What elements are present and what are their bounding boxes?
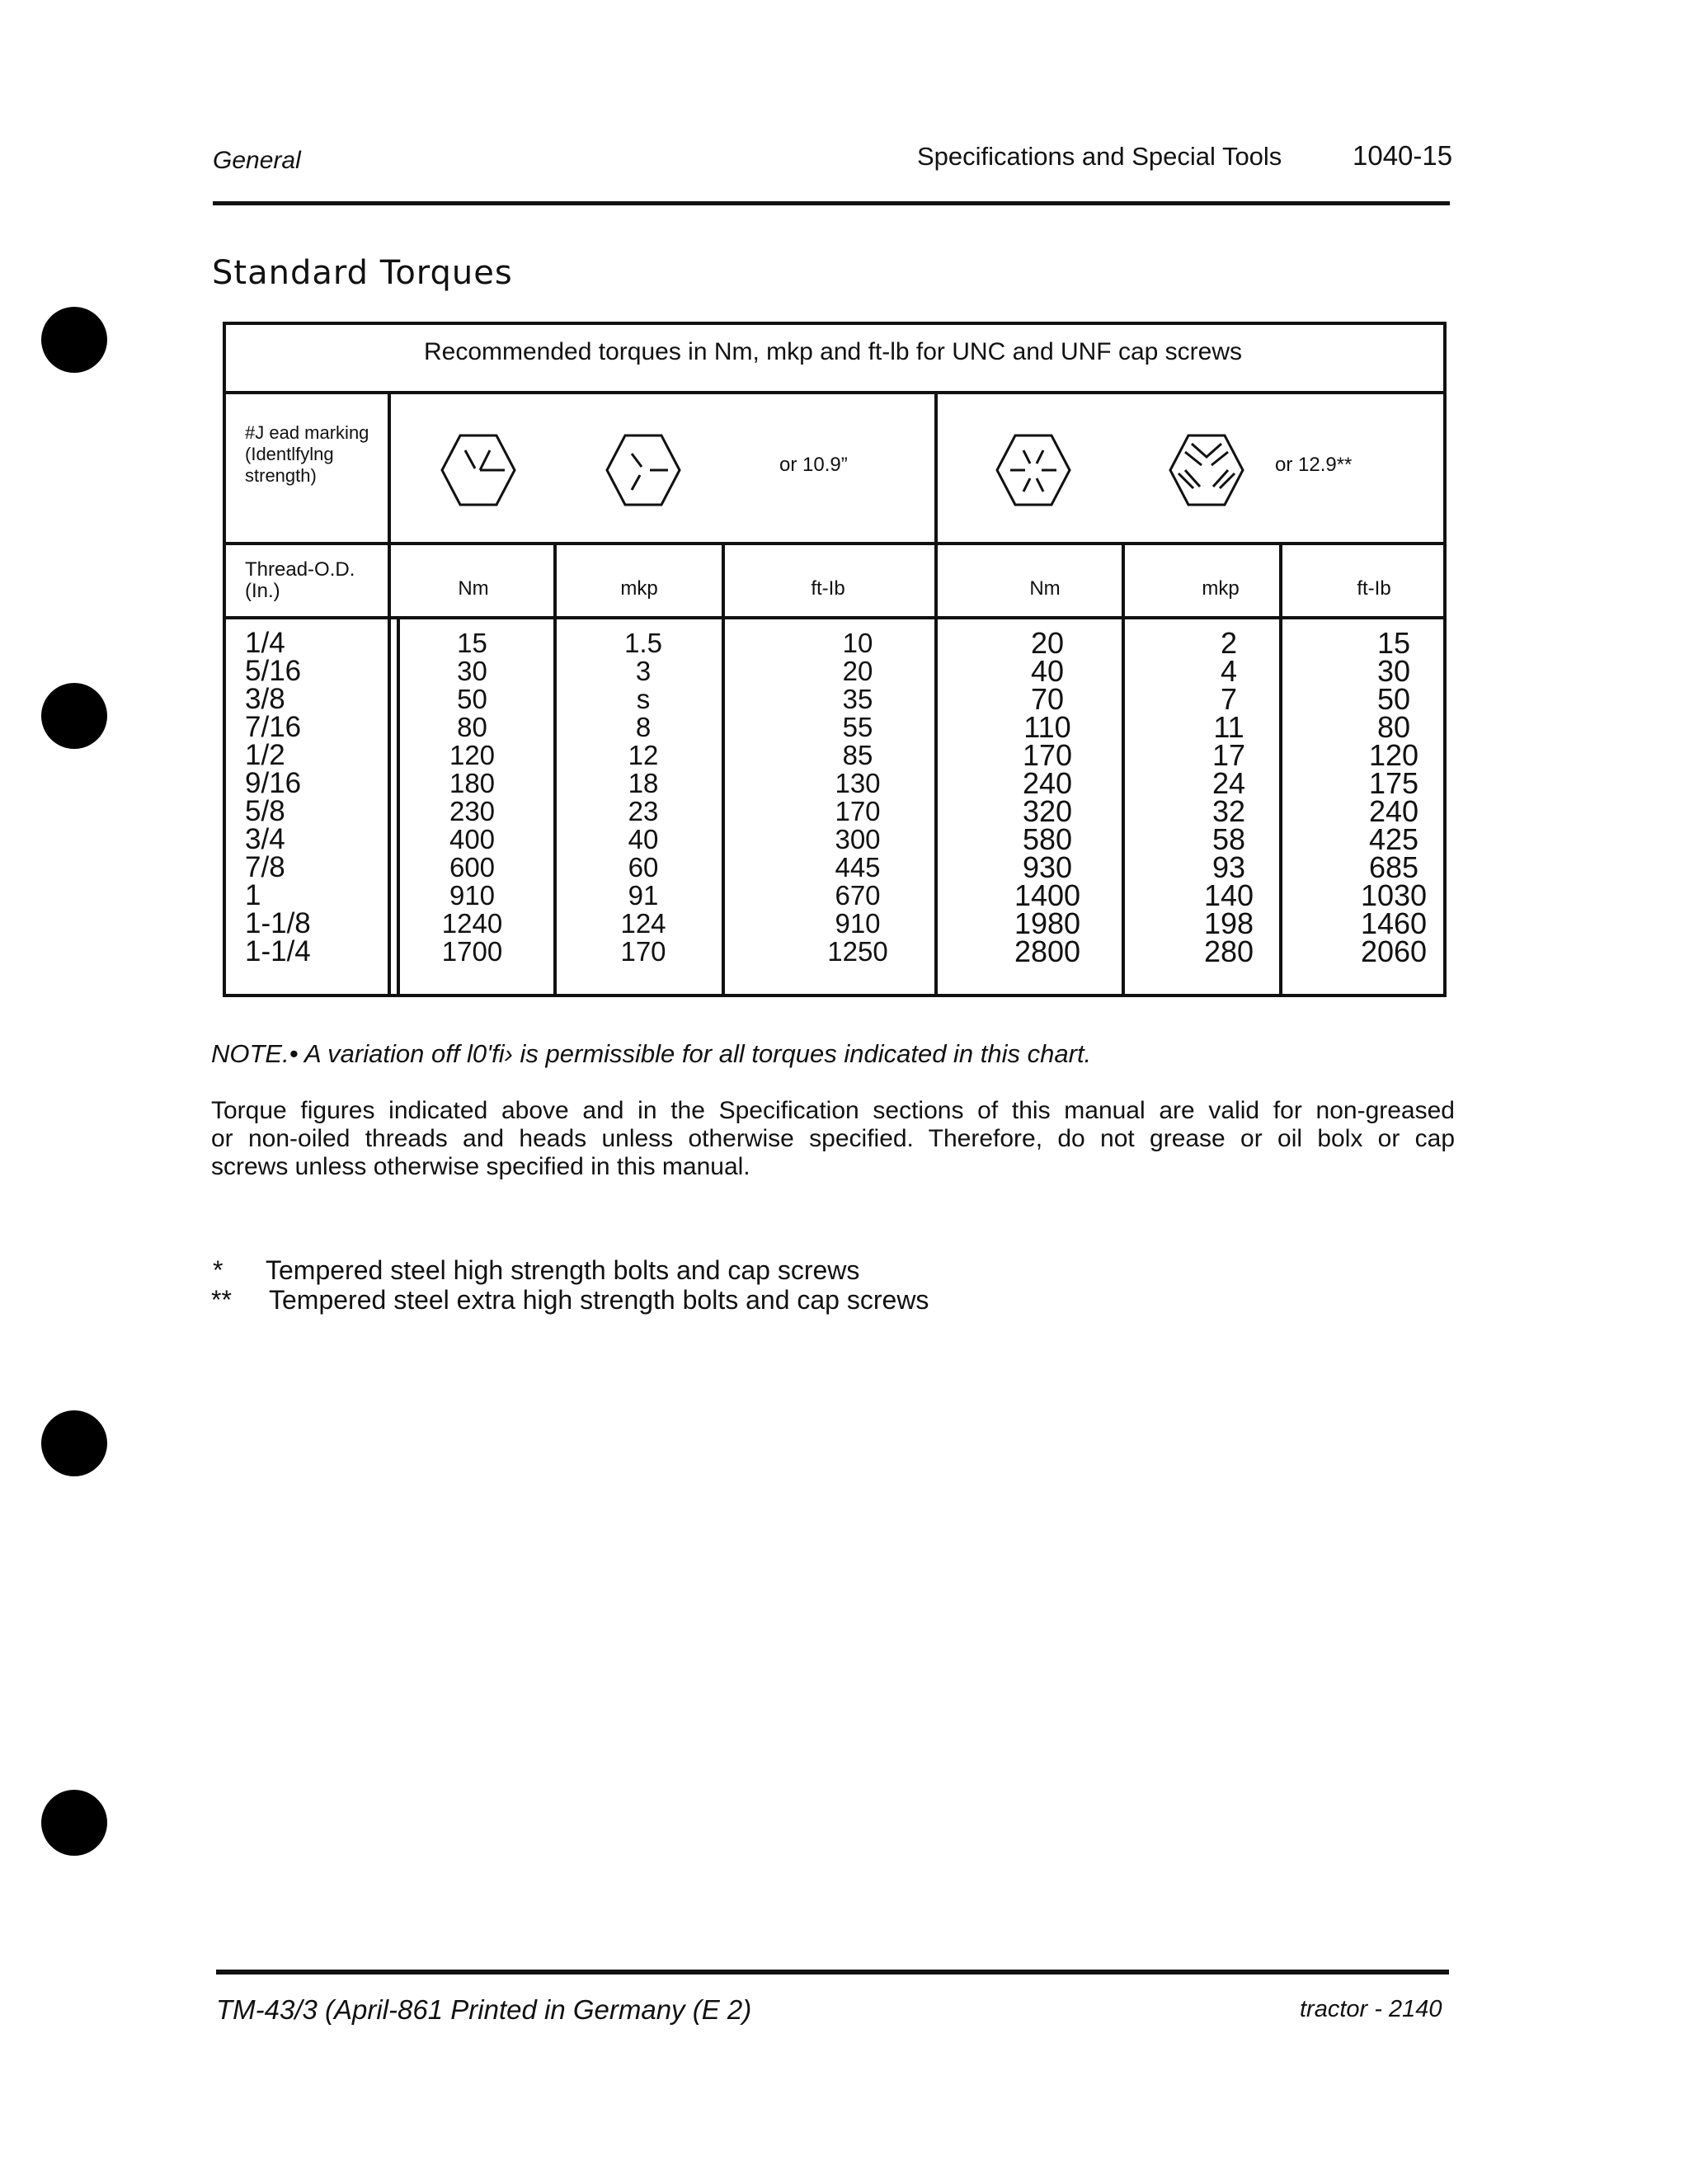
footnote-mark: *	[213, 1255, 223, 1285]
footnote-text: Tempered steel extra high strength bolts and cap screws	[269, 1285, 929, 1315]
table-cell: 50	[457, 684, 487, 714]
bolt-head-12-9-alt-icon	[1167, 432, 1246, 508]
table-rule	[722, 542, 725, 997]
table-cell: 1460	[1360, 906, 1428, 940]
footer-rule	[216, 1970, 1449, 1975]
table-cell: 170	[835, 796, 881, 826]
table-cell: 445	[835, 852, 881, 883]
table-border	[223, 322, 226, 997]
table-cell: 1400	[1014, 878, 1081, 912]
thread-size: 1/2	[245, 739, 285, 771]
table-cell: 15	[1376, 626, 1411, 660]
table-cell: 425	[1368, 822, 1419, 856]
footer-model: tractor - 2140	[1300, 1996, 1442, 2022]
table-cell: 320	[1022, 794, 1073, 828]
page-number: 1040-15	[1353, 140, 1453, 171]
torque-note: NOTE.• A variation off l0'fi› is permissible for all torques indicated in this chart.	[211, 1039, 1092, 1068]
table-cell: 1700	[441, 936, 503, 967]
table-cell: 600	[449, 852, 496, 883]
footnote-mark: **	[211, 1285, 232, 1315]
table-cell: 70	[1030, 682, 1065, 716]
header-title: Specifications and Special Tools	[917, 142, 1282, 171]
table-cell: 1980	[1014, 906, 1081, 940]
grade-right-label: or 12.9**	[1275, 454, 1353, 476]
table-cell: 3	[635, 656, 652, 686]
table-cell: 80	[457, 712, 487, 742]
table-rule	[223, 616, 1447, 619]
column-nm-grade12	[973, 626, 1122, 968]
table-cell: 24	[1211, 766, 1246, 800]
table-cell: 120	[449, 740, 496, 770]
table-cell: 400	[449, 824, 496, 854]
binder-hole	[41, 307, 107, 373]
table-cell: 30	[457, 656, 487, 686]
table-cell: 1250	[827, 936, 888, 967]
table-cell: 124	[620, 908, 666, 939]
table-cell: 58	[1211, 822, 1246, 856]
table-cell: 60	[628, 852, 659, 883]
thread-size: 7/8	[245, 851, 285, 883]
table-rule	[553, 542, 557, 997]
thread-size: 3/4	[245, 823, 285, 855]
table-cell: 170	[1022, 738, 1073, 772]
thread-column	[245, 629, 311, 966]
table-cell: 50	[1376, 682, 1411, 716]
table-cell: 670	[835, 880, 881, 911]
binder-hole	[41, 1410, 107, 1476]
table-cell: 40	[1030, 654, 1065, 688]
table-cell: 280	[1203, 934, 1254, 968]
thread-size: 7/16	[245, 711, 302, 743]
table-cell: 18	[628, 768, 659, 798]
header-rule	[213, 201, 1450, 205]
table-rule	[223, 391, 1447, 394]
torque-paragraph	[211, 1097, 1455, 1181]
table-cell: 23	[628, 796, 659, 826]
table-cell: 1240	[441, 908, 503, 939]
table-cell: 93	[1211, 850, 1246, 884]
table-cell: 30	[1376, 654, 1411, 688]
table-cell: 2	[1220, 626, 1238, 660]
table-rule	[397, 618, 400, 997]
table-cell: 130	[835, 768, 881, 798]
table-cell: 685	[1368, 850, 1419, 884]
table-cell: 20	[1030, 626, 1065, 660]
table-cell: 12	[628, 740, 659, 770]
table-cell: 7	[1220, 682, 1238, 716]
table-cell: 2060	[1360, 934, 1428, 968]
unit-header-ftlb: ft-Ib	[1357, 577, 1391, 600]
table-cell: 15	[457, 628, 487, 658]
table-cell: 170	[620, 936, 666, 967]
header-section: General	[213, 147, 301, 174]
table-cell: 17	[1211, 738, 1246, 772]
table-cell: 10	[842, 628, 873, 658]
table-cell: s	[636, 684, 651, 714]
binder-hole	[41, 1790, 107, 1856]
thread-size: 9/16	[245, 767, 302, 799]
thread-size: 5/8	[245, 795, 285, 827]
bolt-head-8-8-icon	[439, 432, 518, 508]
table-cell: 120	[1368, 738, 1419, 772]
table-cell: 40	[628, 824, 659, 854]
table-cell: 91	[628, 880, 659, 911]
unit-header-nm: Nm	[1029, 577, 1061, 600]
column-ftlb-grade12	[1320, 626, 1468, 968]
table-cell: 110	[1023, 710, 1071, 744]
table-cell: 910	[835, 908, 881, 939]
table-cell: 8	[635, 712, 652, 742]
table-cell: 910	[449, 880, 496, 911]
grade-left-label: or 10.9”	[779, 454, 848, 476]
table-rule	[1122, 542, 1125, 997]
table-border	[223, 322, 1447, 325]
table-cell: 300	[835, 824, 881, 854]
table-cell: 240	[1022, 766, 1073, 800]
table-cell: 930	[1022, 850, 1073, 884]
page-title: Standard Torques	[212, 254, 513, 292]
table-caption: Recommended torques in Nm, mkp and ft-lb for UNC and UNF cap screws	[423, 338, 1243, 365]
table-cell: 85	[842, 740, 873, 770]
table-cell: 11	[1213, 710, 1244, 744]
table-cell: 20	[842, 656, 873, 686]
footnote-text: Tempered steel high strength bolts and cap screws	[266, 1255, 860, 1285]
table-cell: 175	[1368, 766, 1419, 800]
column-nm-grade8	[404, 629, 540, 966]
table-cell: 198	[1203, 906, 1254, 940]
thread-size: 1-1/8	[245, 907, 311, 939]
column-mkp-grade8	[577, 629, 709, 966]
paragraph-line: or non-oiled threads and heads unless otherwise specified. Therefore, do not grease or oil bolx or cap	[211, 1125, 1455, 1152]
table-cell: 180	[449, 768, 496, 798]
thread-size: 5/16	[245, 655, 302, 687]
table-cell: 35	[842, 684, 873, 714]
footer-document-id: TM-43/3 (April-861 Printed in Germany (E 2)	[216, 1994, 752, 2025]
paragraph-line: Torque figures indicated above and in the Specification sections of this manual are valid for non-greased	[211, 1097, 1455, 1124]
table-cell: 2800	[1014, 934, 1081, 968]
table-cell: 32	[1211, 794, 1246, 828]
column-mkp-grade12	[1155, 626, 1303, 968]
unit-header-ftlb: ft-Ib	[811, 577, 845, 600]
head-marking-label: #J ead marking (Identlfylng strength)	[245, 422, 369, 486]
unit-header-mkp: mkp	[620, 577, 658, 600]
thread-size: 1/4	[245, 627, 285, 659]
table-cell: 55	[842, 712, 873, 742]
unit-header-nm: Nm	[458, 577, 489, 600]
table-cell: 1030	[1360, 878, 1428, 912]
binder-hole	[41, 683, 107, 749]
column-ftlb-grade8	[792, 629, 924, 966]
bolt-head-12-9-icon	[994, 432, 1073, 508]
table-cell: 230	[449, 796, 496, 826]
table-rule	[388, 391, 391, 997]
table-cell: 140	[1203, 878, 1254, 912]
table-cell: 240	[1368, 794, 1419, 828]
table-cell: 1.5	[624, 628, 662, 658]
thread-size: 3/8	[245, 683, 285, 715]
paragraph-line: screws unless otherwise specified in this manual.	[211, 1153, 750, 1180]
thread-size: 1	[245, 879, 261, 911]
table-cell: 580	[1022, 822, 1073, 856]
table-rule	[223, 542, 1447, 545]
table-border	[223, 994, 1447, 997]
unit-header-mkp: mkp	[1202, 577, 1240, 600]
table-cell: 80	[1376, 710, 1411, 744]
table-rule	[934, 391, 938, 997]
table-cell: 4	[1220, 654, 1238, 688]
thread-size: 1-1/4	[245, 935, 311, 967]
bolt-head-10-9-icon	[604, 432, 683, 508]
thread-od-label: Thread-O.D. (In.)	[245, 558, 355, 602]
